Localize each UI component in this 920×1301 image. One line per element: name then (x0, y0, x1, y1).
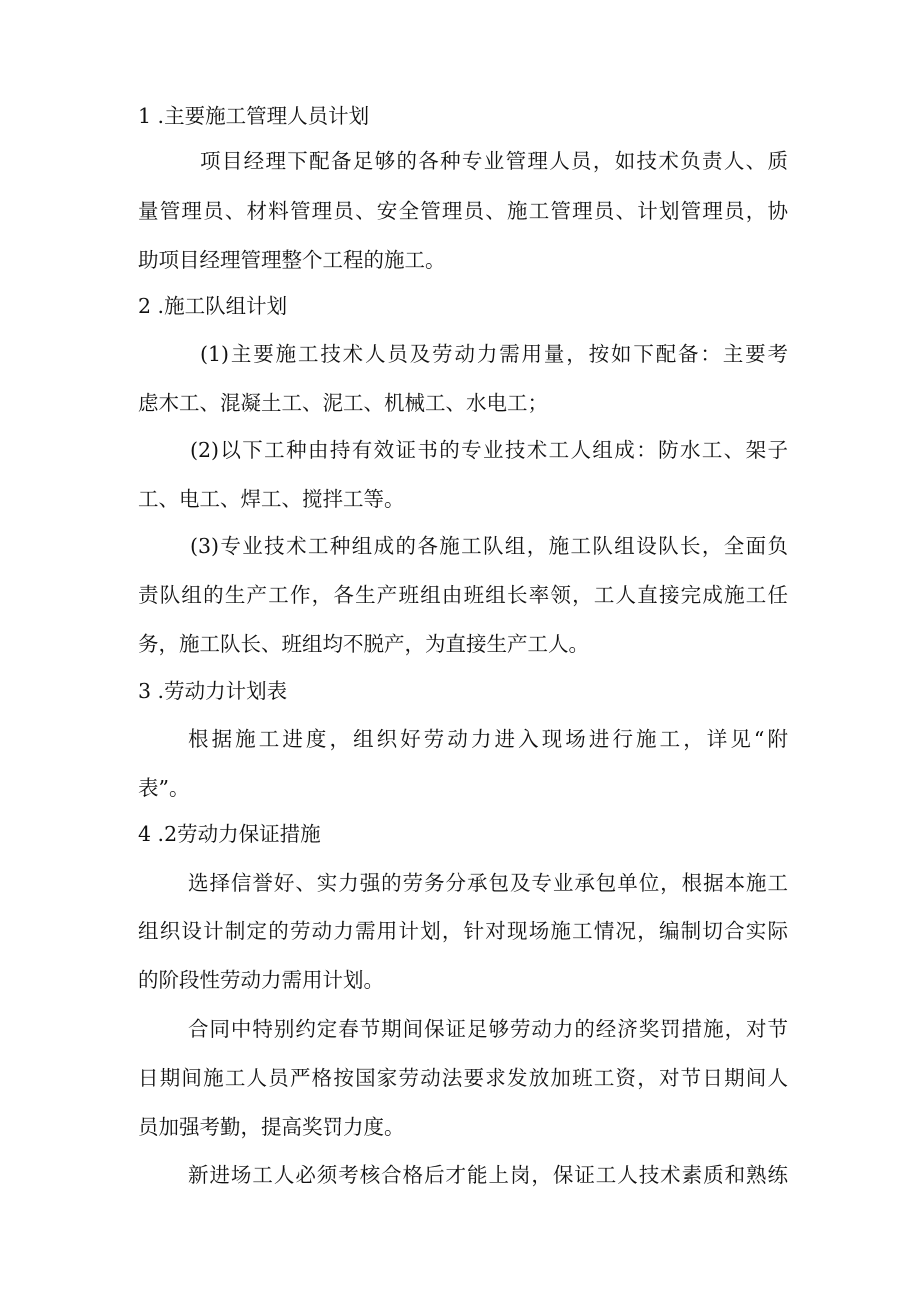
heading-4: 4 .2劳动力保证措施 (138, 822, 321, 846)
paragraph-line: 虑木工、混凝土工、泥工、机械工、水电工； (138, 391, 548, 415)
paragraph-line: 项目经理下配备足够的各种专业管理人员，如技术负责人、质 (200, 149, 788, 173)
paragraph-line: 责队组的生产工作，各生产班组由班组长率领，工人直接完成施工任 (138, 583, 788, 607)
paragraph-line: 选择信誉好、实力强的劳务分承包及专业承包单位，根据本施工 (188, 871, 788, 895)
paragraph-line: 新进场工人必须考核合格后才能上岗，保证工人技术素质和熟练 (188, 1163, 788, 1187)
paragraph-line: 表”。 (138, 776, 190, 800)
paragraph-line: 合同中特别约定春节期间保证足够劳动力的经济奖罚措施，对节 (188, 1017, 788, 1041)
paragraph-line: 务，施工队长、班组均不脱产，为直接生产工人。 (138, 632, 589, 656)
heading-1: 1 .主要施工管理人员计划 (138, 104, 370, 128)
paragraph-line: (3)专业技术工种组成的各施工队组，施工队组设队长，全面负 (190, 534, 788, 558)
paragraph-line: 量管理员、材料管理员、安全管理员、施工管理员、计划管理员，协 (138, 199, 788, 223)
paragraph-line: 员加强考勤，提高奖罚力度。 (138, 1115, 405, 1139)
paragraph-line: (1)主要施工技术人员及劳动力需用量，按如下配备：主要考 (200, 342, 788, 366)
paragraph-line: 工、电工、焊工、搅拌工等。 (138, 487, 405, 511)
paragraph-line: 的阶段性劳动力需用计划。 (138, 968, 384, 992)
paragraph-line: 组织设计制定的劳动力需用计划，针对现场施工情况，编制切合实际 (138, 919, 788, 943)
paragraph-line: 根据施工进度，组织好劳动力进入现场进行施工，详见“附 (188, 727, 788, 751)
heading-3: 3 .劳动力计划表 (138, 679, 288, 703)
heading-2: 2 .施工队组计划 (138, 294, 288, 318)
paragraph-line: (2)以下工种由持有效证书的专业技术工人组成：防水工、架子 (190, 438, 788, 462)
paragraph-line: 助项目经理管理整个工程的施工。 (138, 248, 446, 272)
paragraph-line: 日期间施工人员严格按国家劳动法要求发放加班工资，对节日期间人 (138, 1066, 788, 1090)
